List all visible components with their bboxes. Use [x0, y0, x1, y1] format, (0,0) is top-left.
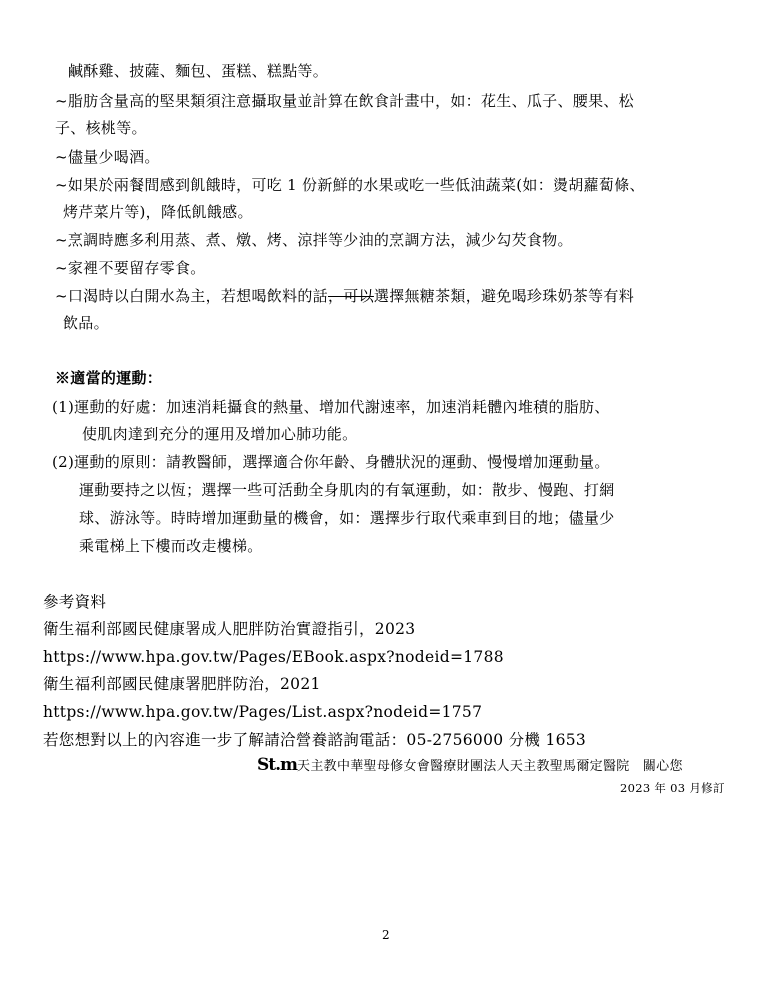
diet-line-6: 烤芹菜片等)，降低飢餓感。 — [63, 203, 253, 221]
diet-line-9 — [55, 286, 634, 306]
deleted-text: ，可以 — [327, 287, 374, 305]
revision-date: 2023 年 03 月修訂 — [620, 781, 725, 795]
reference-1: 衛生福利部國民健康署成人肥胖防治實證指引，2023 — [43, 620, 416, 638]
diet-line-7: ~烹調時應多利用蒸、煮、燉、烤、涼拌等少油的烹調方法，減少勾芡食物。 — [55, 231, 573, 249]
reference-1-url: https://www.hpa.gov.tw/Pages/EBook.aspx?nodeid=1788 — [43, 648, 504, 666]
reference-2-url: https://www.hpa.gov.tw/Pages/List.aspx?nodeid=1757 — [43, 703, 483, 721]
reference-2: 衛生福利部國民健康署肥胖防治，2021 — [43, 675, 321, 693]
hospital-logo: St.m — [257, 755, 298, 775]
exercise-item-1-line-2: 使肌肉達到充分的運用及增加心肺功能。 — [82, 425, 358, 443]
diet-line-4: ~儘量少喝酒。 — [55, 148, 160, 166]
diet-line-2: ~脂肪含量高的堅果類須注意攝取量並計算在飲食計畫中，如：花生、瓜子、腰果、松 — [55, 92, 634, 110]
diet-line-5: ~如果於兩餐間感到飢餓時，可吃 1 份新鮮的水果或吃一些低油蔬菜(如：燙胡蘿蔔條、 — [55, 176, 645, 194]
exercise-item-2-line-3: 球、游泳等。時時增加運動量的機會，如：選擇步行取代乘車到目的地；儘量少 — [79, 509, 615, 527]
references-heading: 參考資料 — [43, 593, 107, 611]
exercise-item-2-line-2: 運動要持之以恆；選擇一些可活動全身肌肉的有氧運動，如：散步、慢跑、打網 — [79, 481, 615, 499]
exercise-item-2-line-1: (2)運動的原則：請教醫師，選擇適合你年齡、身體狀況的運動、慢慢增加運動量。 — [52, 453, 610, 471]
diet-line-8: ~家裡不要留存零食。 — [55, 259, 206, 277]
exercise-item-2-line-4: 乘電梯上下樓而改走樓梯。 — [79, 537, 263, 555]
hospital-signature — [257, 755, 683, 777]
diet-line-9-part-c: 選擇無糖茶類，避免喝珍珠奶茶等有料 — [373, 287, 634, 305]
diet-line-10: 飲品。 — [63, 314, 109, 332]
diet-line-3: 子、核桃等。 — [55, 119, 147, 137]
exercise-item-1-line-1: (1)運動的好處：加速消耗攝食的熱量、增加代謝速率，加速消耗體內堆積的脂肪、 — [52, 398, 610, 416]
diet-line-1: 鹹酥雞、披薩、麵包、蛋糕、糕點等。 — [68, 62, 329, 80]
page-number: 2 — [382, 928, 390, 942]
exercise-heading: ※適當的運動： — [55, 369, 163, 387]
diet-line-9-part-a: ~口渴時以白開水為主，若想喝飲料的話 — [55, 287, 328, 305]
contact-line: 若您想對以上的內容進一步了解請洽營養諮詢電話：05-2756000 分機 1653 — [43, 731, 587, 749]
hospital-name: 天主教中華聖母修女會醫療財團法人天主教聖馬爾定醫院 關心您 — [297, 759, 683, 774]
